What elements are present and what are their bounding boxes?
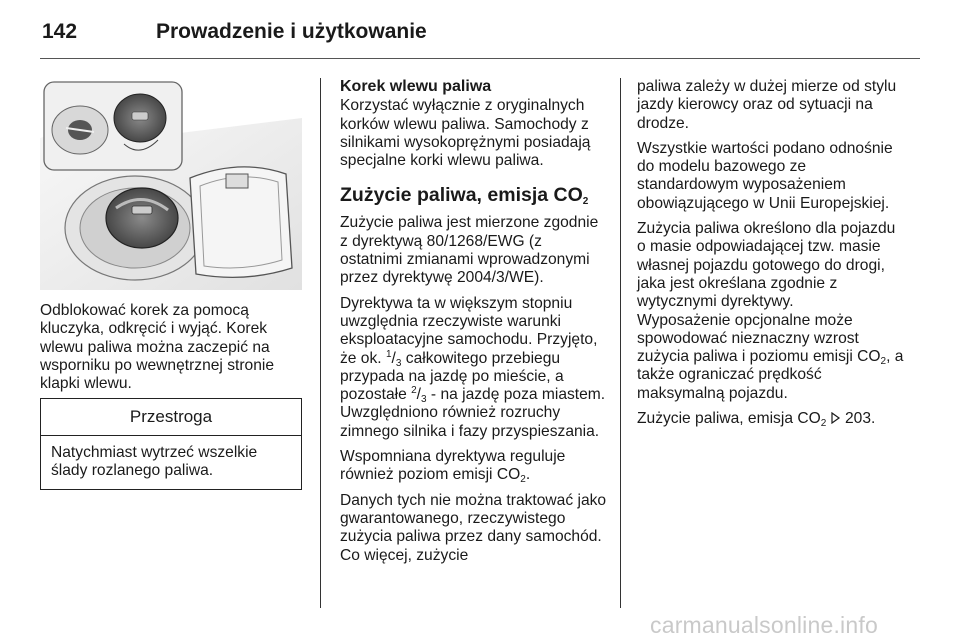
paragraph-driving-style: paliwa zależy w dużej mierze od stylu jazdy kierowcy oraz od sytuacji na drodze. [637,78,897,132]
fraction-denominator: 3 [421,394,427,406]
fraction-numerator: 1 [385,348,392,360]
subscript-2: 2 [880,356,887,368]
section-heading-fuel-consumption [340,184,608,206]
subscript-2: 2 [582,196,589,208]
fraction-numerator: 2 [411,385,417,397]
page-number: 142 [42,20,78,43]
section-heading-text: Zużycie paliwa, emisja CO [340,184,583,207]
fuel-cap-paragraph: Korzystać wyłącznie z oryginalnych korków wlewu paliwa. Samochody z silnikami wysokoprężnymi posiadają specjalne korki wlewu paliwa. [340,97,591,170]
subscript-2: 2 [820,418,827,430]
warning-title: Przestroga [41,399,301,436]
text: , a także ograniczać prędkość maksymalną pojazdu. [637,348,904,402]
subscript-2: 2 [520,474,526,486]
subheading-fuel-cap: Korek wlewu paliwa [340,78,492,95]
column-divider [620,78,621,608]
paragraph-disclaimer: Danych tych nie można traktować jako gwarantowanego, rzeczywistego zużycia paliwa przez dany samochód. Co więcej, zużycie [340,491,607,564]
fuel-cap-drawing-icon [40,78,302,290]
text: - na jazdę poza miastem. Uwzględniono również rozruchy zimnego silnika i fazy przyspieszania. [340,386,606,440]
text: Wyposażenie opcjonalne może spowodować nieznaczny wzrost zużycia paliwa i poziomu emisji CO [637,311,881,366]
paragraph-directive: Zużycie paliwa jest mierzone zgodnie z dyrektywą 80/1268/EWG (z ostatnimi zmianami wprowadzonymi przez dyrektywę 2004/3/WE). [340,214,599,287]
paragraph-vehicle-mass: Zużycia paliwa określono dla pojazdu o masie odpowiadającej tzw. masie własnej pojazdu gotowego do drogi, jaka jest określana zgodnie z wytycznymi dyrektywy. [637,220,896,311]
header-rule [40,58,920,59]
middle-column [340,78,608,572]
text: Dyrektywa ta w większym stopniu uwzględnia rzeczywiste warunki eksploatacyjne samochodu. Przyjęto, że ok. [340,294,598,367]
chapter-title: Prowadzenie i użytkowanie [156,20,427,43]
fraction-denominator: 3 [395,357,402,369]
text: Zużycie paliwa, emisja CO [637,410,821,428]
paragraph-base-model: Wszystkie wartości podano odnośnie do modelu bazowego ze standardowym wyposażeniem obowiązującego w Unii Europejskiej. [637,139,893,212]
warning-text: Natychmiast wytrzeć wszelkie ślady rozlanego paliwa. [51,444,258,480]
text: Wspomniana dyrektywa reguluje również poziom emisji CO [340,448,566,484]
cross-reference[interactable] [637,410,905,428]
warning-box [40,398,302,490]
paragraph-emission [340,448,608,485]
fuel-cap-illustration [40,78,302,290]
paragraph-cycle: Dyrektywa ta w większym stopniu uwzględnia rzeczywiste warunki eksploatacyjne samochodu. Przyjęto, że ok. $^1/_3$ całkowitego przebiegu przypada na jazdę po mieście, a pozostałe $^2/_3$ - na jazdę poza miastem. Uwzględniono również rozruchy zimnego silnika i fazy przyspieszania. [340,294,606,440]
page-reference-arrow-icon [831,412,841,424]
reference-page: 203. [844,410,876,428]
text: . [525,466,531,484]
column-divider [320,78,321,608]
text: całkowitego przebiegu przypada na jazdę po mieście, a pozostałe [340,349,564,404]
left-column [40,302,302,400]
right-column [637,78,905,435]
illustration-caption: Odblokować korek za pomocą kluczyka, odkręcić i wyjąć. Korek wlewu paliwa można zaczepić na wsporniku po wewnętrznej stronie klapki wlewu. [40,302,275,393]
page-header [40,12,920,52]
paragraph-optional-equipment [637,312,905,403]
watermark: carmanualsonline.info [650,612,878,638]
